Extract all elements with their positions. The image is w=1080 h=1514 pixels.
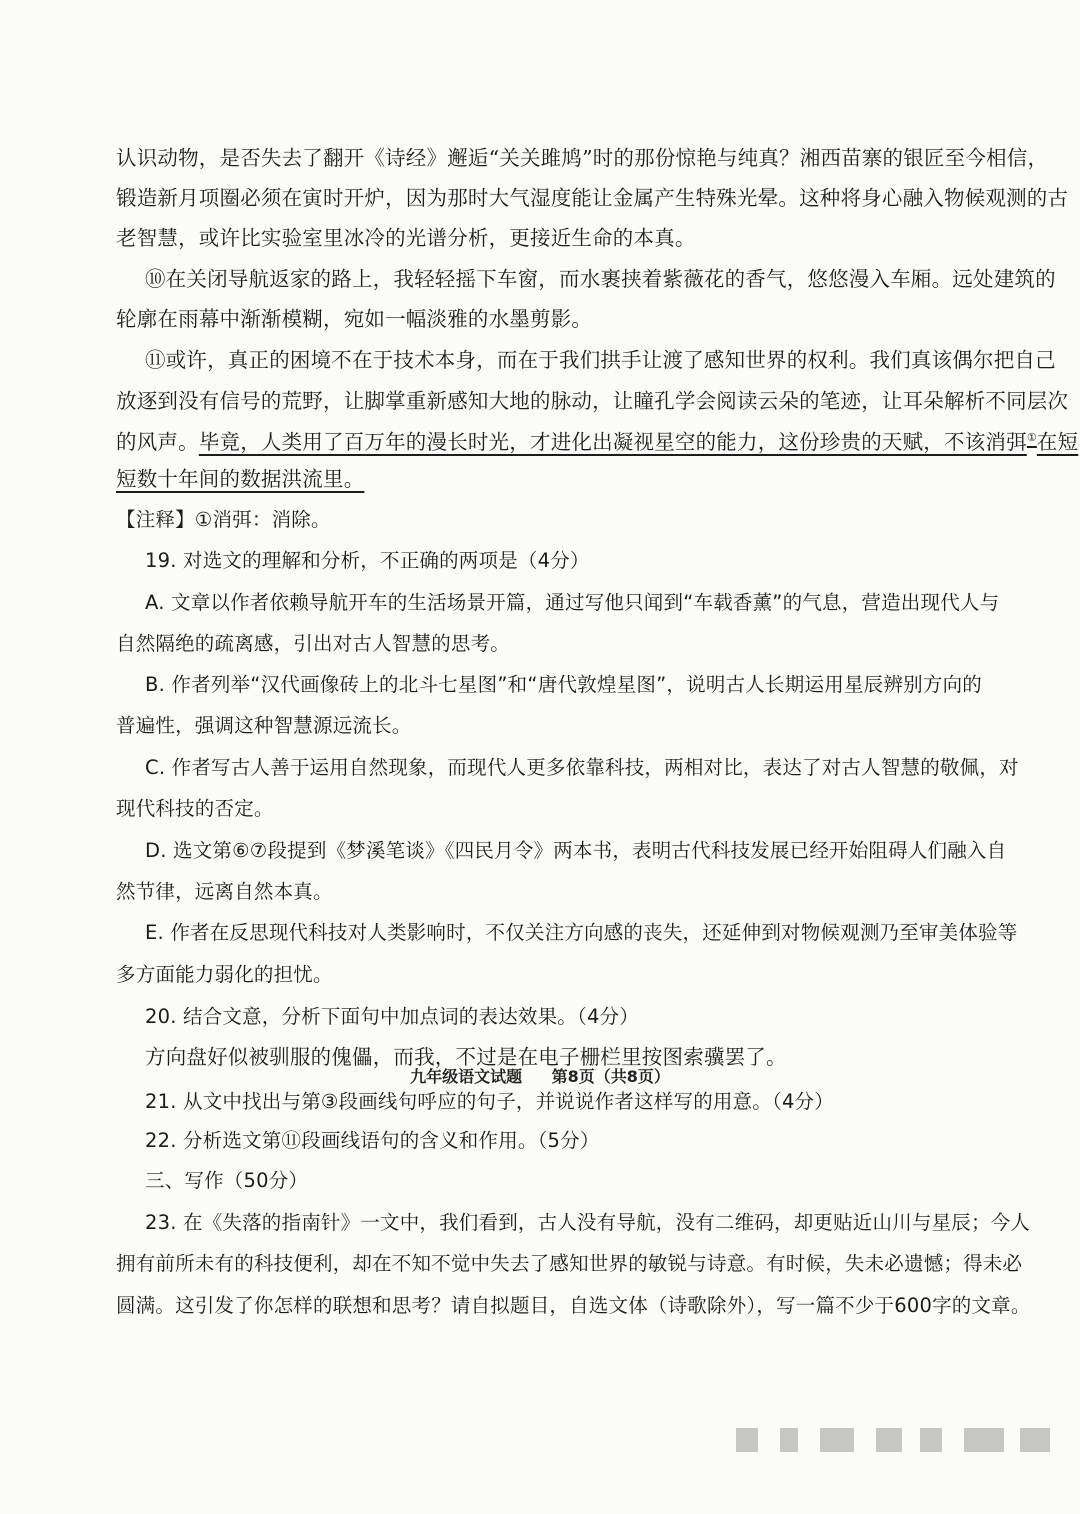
passage-text: 的风声。 [116, 429, 199, 454]
question-19: 19. 对选文的理解和分析，不正确的两项是（4分） [145, 549, 590, 572]
underlined-sentence: 短数十年间的数据洪流里。 [116, 467, 365, 491]
page-footer [0, 1064, 1080, 1087]
question-20: 20. 结合文意，分析下面句中加点词的表达效果。（4分） [145, 1005, 639, 1028]
option-a-cont: 自然隔绝的疏离感，引出对古人智慧的思考。 [116, 632, 511, 655]
underlined-sentence: 在短 [1036, 429, 1079, 454]
question-21: 21. 从文中找出与第③段画线句呼应的句子，并说说作者这样写的用意。（4分） [145, 1090, 834, 1113]
footnote: 【注释】①消弭：消除。 [116, 508, 331, 531]
option-d: D. 选文第⑥⑦段提到《梦溪笔谈》《四民月令》两本书，表明古代科技发展已经开始阻碍人们融入自 [145, 839, 1007, 862]
passage-line: 轮廓在雨幕中渐渐模糊，宛如一幅淡雅的水墨剪影。 [116, 307, 593, 331]
watermark-blur [780, 1428, 798, 1452]
section-writing: 三、写作（50分） [145, 1169, 309, 1192]
passage-line-underlined-start [116, 421, 1079, 459]
watermark-blur [876, 1428, 902, 1452]
watermark-blur [920, 1428, 942, 1452]
option-a: A. 文章以作者依赖导航开车的生活场景开篇，通过写他只闻到“车载香薰”的气息，营造出现代人与 [145, 591, 1000, 614]
footer-title: 九年级语文试题 [410, 1067, 523, 1086]
option-b: B. 作者列举“汉代画像砖上的北斗七星图”和“唐代敦煌星图”，说明古人长期运用星辰辨别方向的 [145, 673, 982, 696]
question-23-cont: 圆满。这引发了你怎样的联想和思考？请自拟题目，自选文体（诗歌除外），写一篇不少于600字的文章。 [116, 1294, 1031, 1317]
passage-line: 老智慧，或许比实验室里冰冷的光谱分析，更接近生命的本真。 [116, 226, 696, 250]
question-23-cont: 拥有前所未有的科技便利，却在不知不觉中失去了感知世界的敏锐与诗意。有时候，失未必遗憾；得未必 [116, 1252, 1023, 1275]
passage-line: 锻造新月项圈必须在寅时开炉，因为那时大气湿度能让金属产生特殊光晕。这种将身心融入物候观测的古 [116, 186, 1069, 210]
footnote-marker: ① [1026, 431, 1037, 444]
option-e-cont: 多方面能力弱化的担忧。 [116, 963, 333, 986]
paragraph-11-line: ⑪或许，真正的困境不在于技术本身，而在于我们拱手让渡了感知世界的权利。我们真该偶尔把自己 [145, 348, 1056, 372]
passage-line: 放逐到没有信号的荒野，让脚掌重新感知大地的脉动，让瞳孔学会阅读云朵的笔迹，让耳朵解析不同层次 [116, 389, 1069, 413]
option-e: E. 作者在反思现代科技对人类影响时，不仅关注方向感的丧失，还延伸到对物候观测乃至审美体验等 [145, 921, 1018, 944]
paragraph-10-line: ⑩在关闭导航返家的路上，我轻轻摇下车窗，而水裹挟着紫薇花的香气，悠悠漫入车厢。远处建筑的 [145, 267, 1056, 291]
option-c-cont: 现代科技的否定。 [116, 797, 274, 820]
underlined-sentence: 毕竟，人类用了百万年的漫长时光，才进化出凝视星空的能力，这份珍贵的天赋，不该消弭 [198, 429, 1027, 454]
watermark-blur [736, 1428, 758, 1452]
option-c: C. 作者写古人善于运用自然现象，而现代人更多依靠科技，两相对比，表达了对古人智慧的敬佩，对 [145, 756, 1019, 779]
question-20-sentence: 方向盘好似被驯服的傀儡，而我，不过是在电子栅栏里按图索骥罢了。 [145, 1045, 787, 1069]
question-22: 22. 分析选文第⑪段画线语句的含义和作用。（5分） [145, 1129, 600, 1152]
watermark-blur [820, 1428, 854, 1452]
footer-page-number: 第8页（共8页） [551, 1067, 670, 1086]
blurred-watermark [730, 1418, 1060, 1458]
question-23: 23. 在《失落的指南针》一文中，我们看到，古人没有导航，没有二维码，却更贴近山川与星辰；今人 [145, 1211, 1031, 1234]
passage-line: 认识动物，是否失去了翻开《诗经》邂逅“关关雎鸠”时的那份惊艳与纯真？湘西苗寨的银匠至今相信， [116, 146, 1049, 170]
option-b-cont: 普遍性，强调这种智慧源远流长。 [116, 714, 412, 737]
watermark-blur [1020, 1428, 1050, 1452]
option-d-cont: 然节律，远离自然本真。 [116, 880, 333, 903]
watermark-blur [964, 1428, 1004, 1452]
passage-line-underlined-end [116, 462, 982, 496]
